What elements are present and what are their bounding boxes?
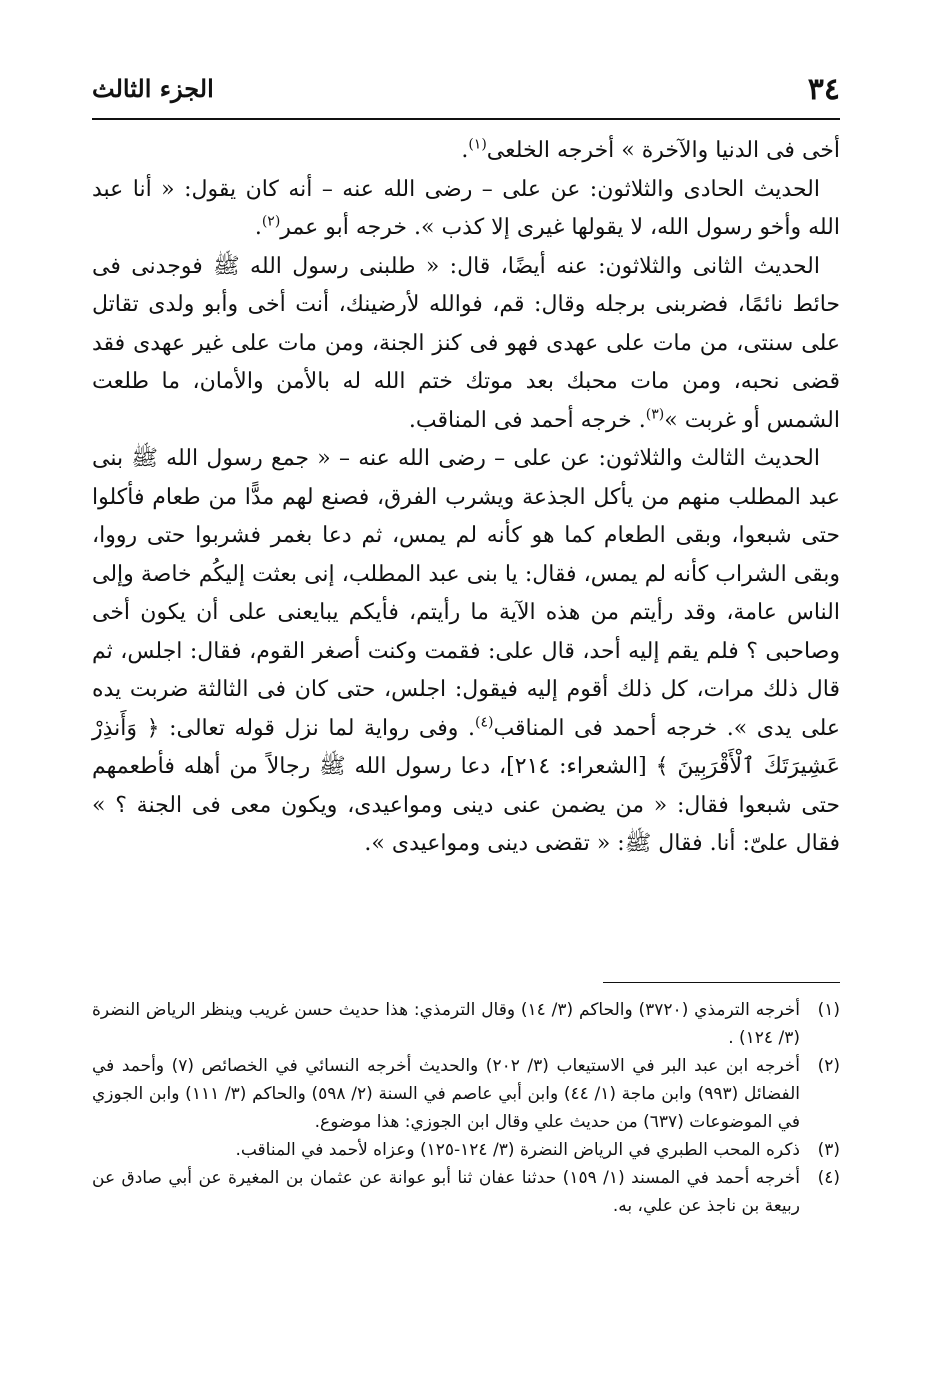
page-number: ٣٤ [807, 72, 840, 107]
paragraph-3: الحديث الثانى والثلاثون: عنه أيضًا، قال: « طلبنى رسول الله ﷺ فوجدنى فى حائط نائمًا، فضربنى برجله وقال: قم، فوالله لأرضينك، أنت أخى وأبو ولدى تقاتل على سنتى، من مات على عهدى فهو فى كنز الجنة، ومن مات على غير عهدى فقد قضى نحبه، ومن مات محبك بعد موتك ختم الله له بالأمن والأمان، ما طلعت الشمس أو غربت »$^{(٣)}$. خرجه أحمد فى المناقب. [92, 253, 840, 433]
footnote-number: (١) [817, 1000, 840, 1020]
footnote-text: أخرجه أحمد في المسند (١/ ١٥٩) حدثنا عفان ثنا أبو عوانة عن عثمان بن المغيرة عن أبي صادق عن ربيعة بن ناجذ عن علي، به. [92, 1168, 800, 1216]
paragraph-1: أخى فى الدنيا والآخرة » أخرجه الخلعى$^{(١)}$. [461, 136, 840, 163]
footnote-text: أخرجه ابن عبد البر في الاستيعاب (٣/ ٢٠٢) والحديث أخرجه النسائي في الخصائص (٧) وأحمد في الفضائل (٩٩٣) وابن ماجة (١/ ٤٤) وابن أبي عاصم في السنة (٢/ ٥٩٨) والحاكم (٣/ ١١١) وابن الجوزي في الموضوعات (٦٣٧) من حديث علي وقال ابن الجوزي: هذا موضوع. [92, 1056, 800, 1132]
footnote-1 [92, 996, 840, 1052]
footnote-ref-4[interactable]: (٤) [474, 714, 494, 731]
footnote-text: ذكره المحب الطبري في الرياض النضرة (٣/ ١٢٤-١٢٥) وعزاه لأحمد في المناقب. [235, 1140, 800, 1160]
footnote-ref-2[interactable]: (٢) [261, 213, 281, 230]
main-text [92, 132, 840, 864]
footnote-2 [92, 1052, 840, 1136]
paragraph-4: الحديث الثالث والثلاثون: عن على – رضى الله عنه – « جمع رسول الله ﷺ بنى عبد المطلب منهم من يأكل الجذعة ويشرب الفرق، فصنع لهم مدًّا من طعام فأكلوا حتى شبعوا، وبقى الطعام كما هو كأنه لم يمس، ثم دعا بغمر فشربوا حتى رووا، وبقى الشراب كأنه لم يمس، فقال: يا بنى عبد المطلب، إنى بعثت إليكُم خاصة وإلى الناس عامة، وقد رأيتم من هذه الآية ما رأيتم، فأيكم يبايعنى على أن يكون أخى وصاحبى ؟ فلم يقم إليه أحد، قال على: فقمت وكنت أصغر القوم، فقال: اجلس، ثم قال ذلك مرات، كل ذلك أقوم إليه فيقول: اجلس، حتى كان فى الثالثة ضربت يده على يدى ». خرجه أحمد فى المناقب$^{(٤)}$. وفى رواية لما نزل قوله تعالى: ﴿ وَأَنذِرْ عَشِيرَتَكَ ٱلْأَقْرَبِينَ ﴾ [الشعراء: ٢١٤]، دعا رسول الله ﷺ رجالاً من أهله فأطعمهم حتى شبعوا فقال: « من يضمن عنى دينى ومواعيدى، ويكون معى فى الجنة ؟ » فقال علىّ: أنا. فقال ﷺ: « تقضى دينى ومواعيدى ». [92, 446, 840, 856]
header-rule [92, 118, 840, 120]
footnote-text: أخرجه الترمذي (٣٧٢٠) والحاكم (٣/ ١٤) وقال الترمذي: هذا حديث حسن غريب وينظر الرياض النضرة (٣/ ١٢٤) . [92, 1000, 800, 1048]
footnotes [92, 996, 840, 1220]
footnote-3 [92, 1136, 840, 1164]
footnote-ref-1[interactable]: (١) [468, 136, 487, 153]
footnote-number: (٣) [817, 1140, 840, 1160]
paragraph-2: الحديث الحادى والثلاثون: عن على – رضى الله عنه – أنه كان يقول: « أنا عبد الله وأخو رسول الله، لا يقولها غيرى إلا كذب ». خرجه أبو عمر$^{(٢)}$. [92, 176, 840, 240]
footnote-number: (٤) [817, 1168, 840, 1188]
footnote-ref-3[interactable]: (٣) [645, 406, 665, 423]
footnote-separator [603, 982, 840, 983]
footnote-number: (٢) [817, 1056, 840, 1076]
footnote-4 [92, 1164, 840, 1220]
running-title: الجزء الثالث [92, 74, 214, 103]
page-header [92, 70, 840, 116]
